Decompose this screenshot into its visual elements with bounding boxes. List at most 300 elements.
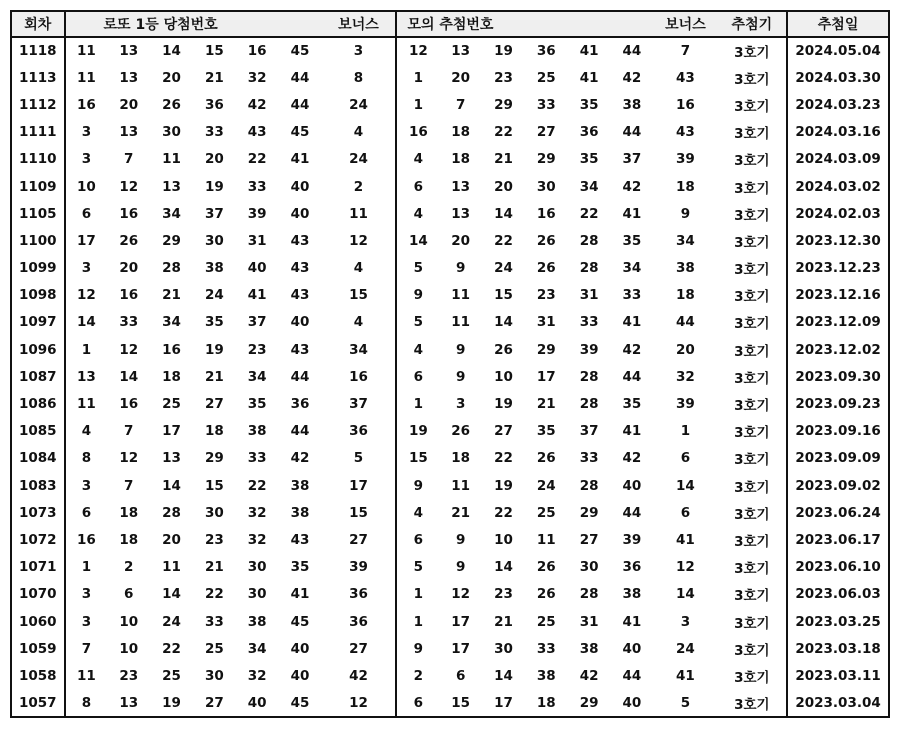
simulated-number-cell: 14	[494, 314, 513, 331]
winning-number-cell: 11	[65, 662, 108, 689]
simulated-number-cell: 3	[455, 396, 466, 413]
winning-number-cell: 43	[290, 341, 310, 358]
winning-number-cell: 24	[162, 613, 181, 630]
simulated-number-cell: 13	[451, 205, 471, 222]
simulated-number-cell: 4	[396, 499, 439, 526]
simulated-bonus-cell: 24	[676, 640, 695, 657]
simulated-bonus-cell: 38	[676, 260, 695, 277]
winning-number-cell: 25	[162, 667, 181, 684]
table-row	[11, 91, 889, 118]
draw-date-cell: 2023.06.17	[787, 526, 889, 553]
winning-number-cell: 33	[119, 314, 139, 331]
simulated-number-cell: 24	[494, 260, 513, 277]
simulated-number-cell: 1	[396, 91, 439, 118]
simulated-number-cell: 20	[494, 178, 513, 195]
winning-number-cell: 40	[290, 205, 310, 222]
header-row	[11, 11, 889, 37]
simulated-number-cell: 14	[396, 227, 439, 254]
simulated-number-cell: 19	[494, 396, 513, 413]
simulated-number-cell: 11	[451, 477, 471, 494]
simulated-number-cell: 42	[579, 667, 599, 684]
draw-date-cell: 2023.03.04	[787, 690, 889, 717]
simulated-number-cell: 44	[622, 667, 642, 684]
table-row	[11, 336, 889, 363]
simulated-number-cell: 31	[579, 287, 599, 304]
simulated-number-cell: 28	[579, 586, 599, 603]
winning-number-cell: 37	[247, 314, 267, 331]
draw-date-cell: 2023.12.09	[787, 309, 889, 336]
simulated-bonus-cell: 18	[676, 287, 695, 304]
header-sim-bonus: 보너스	[653, 11, 717, 37]
simulated-number-cell: 10	[494, 531, 513, 548]
round-cell: 1086	[18, 396, 57, 413]
winning-number-cell: 34	[162, 205, 181, 222]
draw-machine-cell: 3호기	[734, 71, 770, 88]
winning-number-cell: 10	[119, 613, 139, 630]
winning-number-cell: 40	[290, 640, 310, 657]
winning-number-cell: 20	[204, 151, 224, 168]
simulated-number-cell: 24	[536, 477, 556, 494]
simulated-number-cell: 6	[396, 526, 439, 553]
draw-machine-cell: 3호기	[734, 289, 770, 306]
round-cell: 1096	[18, 341, 57, 358]
winning-number-cell: 32	[247, 504, 267, 521]
winning-number-cell: 30	[247, 559, 267, 576]
bonus-number-cell: 8	[353, 69, 364, 86]
bonus-number-cell: 37	[349, 396, 368, 413]
winning-number-cell: 18	[119, 504, 139, 521]
simulated-number-cell: 14	[494, 667, 513, 684]
draw-date-cell: 2023.03.18	[787, 635, 889, 662]
draw-date-cell: 2023.06.10	[787, 554, 889, 581]
simulated-number-cell: 29	[579, 694, 599, 711]
round-cell: 1100	[18, 232, 57, 249]
simulated-number-cell: 16	[536, 205, 556, 222]
bonus-number-cell: 27	[349, 640, 368, 657]
winning-number-cell: 16	[65, 91, 108, 118]
table-row	[11, 445, 889, 472]
winning-number-cell: 40	[290, 667, 310, 684]
draw-date-cell: 2024.03.02	[787, 173, 889, 200]
simulated-number-cell: 9	[455, 341, 466, 358]
draw-machine-cell: 3호기	[734, 398, 770, 415]
simulated-number-cell: 21	[494, 613, 513, 630]
winning-number-cell: 44	[290, 69, 310, 86]
simulated-number-cell: 6	[396, 690, 439, 717]
simulated-number-cell: 4	[396, 200, 439, 227]
bonus-number-cell: 2	[353, 178, 364, 195]
simulated-number-cell: 41	[622, 613, 642, 630]
winning-number-cell: 3	[65, 608, 108, 635]
simulated-number-cell: 9	[455, 260, 466, 277]
simulated-number-cell: 31	[536, 314, 556, 331]
table-row	[11, 309, 889, 336]
winning-number-cell: 23	[119, 667, 139, 684]
winning-number-cell: 34	[162, 314, 181, 331]
winning-number-cell: 6	[124, 586, 134, 603]
draw-machine-cell: 3호기	[734, 316, 770, 333]
winning-number-cell: 14	[65, 309, 108, 336]
winning-number-cell: 11	[162, 559, 181, 576]
winning-number-cell: 8	[65, 690, 108, 717]
simulated-number-cell: 6	[396, 363, 439, 390]
round-cell: 1111	[18, 124, 57, 141]
simulated-number-cell: 9	[455, 368, 466, 385]
draw-date-cell: 2023.12.02	[787, 336, 889, 363]
round-cell: 1060	[18, 613, 57, 630]
table-row	[11, 363, 889, 390]
simulated-number-cell: 27	[579, 531, 599, 548]
bonus-number-cell: 34	[349, 341, 368, 358]
simulated-number-cell: 4	[396, 336, 439, 363]
simulated-number-cell: 42	[622, 341, 642, 358]
winning-number-cell: 42	[247, 96, 267, 113]
simulated-number-cell: 26	[536, 559, 556, 576]
winning-number-cell: 25	[162, 396, 181, 413]
simulated-bonus-cell: 18	[676, 178, 695, 195]
winning-number-cell: 36	[290, 396, 310, 413]
winning-number-cell: 12	[65, 282, 108, 309]
bonus-number-cell: 5	[353, 450, 364, 467]
simulated-number-cell: 39	[622, 531, 642, 548]
simulated-bonus-cell: 34	[676, 232, 695, 249]
winning-number-cell: 11	[65, 37, 108, 64]
round-cell: 1098	[18, 287, 57, 304]
draw-machine-cell: 3호기	[734, 533, 770, 550]
simulated-number-cell: 26	[536, 586, 556, 603]
winning-number-cell: 40	[290, 178, 310, 195]
winning-number-cell: 41	[290, 151, 310, 168]
bonus-number-cell: 36	[349, 423, 368, 440]
winning-number-cell: 6	[65, 499, 108, 526]
table-row	[11, 173, 889, 200]
draw-date-cell: 2024.03.16	[787, 119, 889, 146]
table-row	[11, 119, 889, 146]
simulated-number-cell: 14	[494, 205, 513, 222]
winning-number-cell: 3	[65, 146, 108, 173]
draw-machine-cell: 3호기	[734, 262, 770, 279]
simulated-number-cell: 28	[579, 477, 599, 494]
winning-number-cell: 29	[204, 450, 224, 467]
simulated-number-cell: 15	[451, 694, 471, 711]
simulated-number-cell: 25	[536, 613, 556, 630]
winning-number-cell: 11	[65, 64, 108, 91]
simulated-number-cell: 38	[579, 640, 599, 657]
winning-number-cell: 41	[290, 586, 310, 603]
winning-number-cell: 7	[124, 477, 134, 494]
bonus-number-cell: 3	[353, 43, 364, 60]
simulated-number-cell: 22	[494, 232, 513, 249]
draw-date-cell: 2023.09.30	[787, 363, 889, 390]
winning-number-cell: 38	[204, 260, 224, 277]
simulated-number-cell: 35	[579, 96, 599, 113]
winning-number-cell: 19	[204, 178, 224, 195]
bonus-number-cell: 15	[349, 287, 368, 304]
round-cell: 1113	[18, 69, 57, 86]
simulated-bonus-cell: 39	[676, 151, 695, 168]
winning-number-cell: 14	[162, 477, 181, 494]
winning-number-cell: 2	[124, 559, 134, 576]
simulated-number-cell: 40	[622, 694, 642, 711]
bonus-number-cell: 4	[353, 124, 364, 141]
simulated-number-cell: 14	[494, 559, 513, 576]
round-cell: 1109	[18, 178, 57, 195]
bonus-number-cell: 12	[349, 694, 368, 711]
draw-machine-cell: 3호기	[734, 207, 770, 224]
winning-number-cell: 40	[247, 694, 267, 711]
simulated-number-cell: 29	[494, 96, 513, 113]
draw-date-cell: 2024.02.03	[787, 200, 889, 227]
table-row	[11, 662, 889, 689]
winning-number-cell: 25	[204, 640, 224, 657]
simulated-number-cell: 13	[451, 43, 471, 60]
header-machine: 추첨기	[718, 11, 788, 37]
draw-date-cell: 2023.06.03	[787, 581, 889, 608]
winning-number-cell: 36	[204, 96, 224, 113]
simulated-number-cell: 22	[494, 124, 513, 141]
simulated-number-cell: 17	[494, 694, 513, 711]
bonus-number-cell: 42	[349, 667, 368, 684]
winning-number-cell: 28	[162, 504, 181, 521]
simulated-number-cell: 9	[455, 531, 466, 548]
winning-number-cell: 16	[119, 396, 139, 413]
table-row	[11, 146, 889, 173]
simulated-number-cell: 20	[451, 69, 471, 86]
winning-number-cell: 33	[204, 613, 224, 630]
simulated-number-cell: 19	[396, 418, 439, 445]
simulated-number-cell: 7	[455, 96, 466, 113]
simulated-number-cell: 1	[396, 64, 439, 91]
simulated-number-cell: 15	[396, 445, 439, 472]
bonus-number-cell: 27	[349, 531, 368, 548]
winning-number-cell: 1	[65, 554, 108, 581]
header-round: 회차	[11, 11, 65, 37]
winning-number-cell: 7	[65, 635, 108, 662]
winning-number-cell: 6	[65, 200, 108, 227]
simulated-number-cell: 11	[451, 314, 471, 331]
simulated-number-cell: 41	[622, 423, 642, 440]
simulated-number-cell: 22	[494, 504, 513, 521]
simulated-number-cell: 18	[451, 450, 471, 467]
lotto-results-table-container	[10, 10, 890, 718]
winning-number-cell: 33	[204, 124, 224, 141]
simulated-number-cell: 33	[536, 640, 556, 657]
simulated-number-cell: 35	[579, 151, 599, 168]
winning-number-cell: 43	[290, 287, 310, 304]
winning-number-cell: 13	[162, 450, 181, 467]
table-row	[11, 581, 889, 608]
table-row	[11, 608, 889, 635]
winning-number-cell: 22	[247, 477, 267, 494]
winning-number-cell: 20	[119, 96, 139, 113]
round-cell: 1059	[18, 640, 57, 657]
simulated-number-cell: 19	[494, 43, 513, 60]
simulated-number-cell: 13	[451, 178, 471, 195]
lotto-results-table	[10, 10, 890, 718]
simulated-number-cell: 34	[579, 178, 599, 195]
draw-date-cell: 2023.03.25	[787, 608, 889, 635]
draw-machine-cell: 3호기	[734, 615, 770, 632]
draw-machine-cell: 3호기	[734, 561, 770, 578]
winning-number-cell: 10	[65, 173, 108, 200]
winning-number-cell: 13	[119, 124, 139, 141]
draw-machine-cell: 3호기	[734, 153, 770, 170]
round-cell: 1084	[18, 450, 57, 467]
winning-number-cell: 22	[247, 151, 267, 168]
simulated-number-cell: 36	[579, 124, 599, 141]
round-cell: 1057	[18, 694, 57, 711]
winning-number-cell: 30	[247, 586, 267, 603]
round-cell: 1071	[18, 559, 57, 576]
simulated-number-cell: 29	[579, 504, 599, 521]
table-row	[11, 418, 889, 445]
simulated-number-cell: 37	[579, 423, 599, 440]
winning-number-cell: 18	[204, 423, 224, 440]
winning-number-cell: 19	[162, 694, 181, 711]
round-cell: 1097	[18, 314, 57, 331]
simulated-number-cell: 35	[622, 232, 642, 249]
simulated-number-cell: 38	[622, 586, 642, 603]
simulated-number-cell: 5	[396, 255, 439, 282]
winning-number-cell: 16	[119, 205, 139, 222]
winning-number-cell: 33	[247, 178, 267, 195]
draw-date-cell: 2024.03.30	[787, 64, 889, 91]
table-row	[11, 200, 889, 227]
winning-number-cell: 26	[119, 232, 139, 249]
draw-machine-cell: 3호기	[734, 425, 770, 442]
simulated-number-cell: 33	[536, 96, 556, 113]
winning-number-cell: 20	[162, 69, 181, 86]
simulated-number-cell: 26	[494, 341, 513, 358]
winning-number-cell: 18	[119, 531, 139, 548]
winning-number-cell: 45	[290, 694, 310, 711]
winning-number-cell: 14	[162, 586, 181, 603]
round-cell: 1073	[18, 504, 57, 521]
winning-number-cell: 15	[204, 43, 224, 60]
winning-number-cell: 22	[162, 640, 181, 657]
draw-machine-cell: 3호기	[734, 234, 770, 251]
winning-number-cell: 35	[247, 396, 267, 413]
winning-number-cell: 11	[162, 151, 181, 168]
draw-machine-cell: 3호기	[734, 696, 770, 713]
simulated-bonus-cell: 14	[676, 477, 695, 494]
simulated-number-cell: 38	[536, 667, 556, 684]
simulated-bonus-cell: 1	[680, 423, 691, 440]
simulated-number-cell: 6	[396, 173, 439, 200]
round-cell: 1072	[18, 531, 57, 548]
simulated-number-cell: 18	[536, 694, 556, 711]
draw-machine-cell: 3호기	[734, 479, 770, 496]
bonus-number-cell: 39	[349, 559, 368, 576]
simulated-number-cell: 22	[579, 205, 599, 222]
round-cell: 1110	[18, 151, 57, 168]
simulated-number-cell: 41	[579, 69, 599, 86]
round-cell: 1118	[18, 43, 57, 60]
simulated-bonus-cell: 39	[676, 396, 695, 413]
winning-number-cell: 12	[119, 178, 139, 195]
simulated-number-cell: 26	[536, 232, 556, 249]
simulated-number-cell: 37	[622, 151, 642, 168]
simulated-number-cell: 39	[579, 341, 599, 358]
simulated-number-cell: 17	[451, 640, 471, 657]
winning-number-cell: 12	[119, 450, 139, 467]
winning-number-cell: 21	[204, 368, 224, 385]
winning-number-cell: 3	[65, 472, 108, 499]
winning-number-cell: 31	[247, 232, 267, 249]
simulated-bonus-cell: 41	[676, 531, 695, 548]
simulated-number-cell: 36	[536, 43, 556, 60]
simulated-number-cell: 26	[536, 260, 556, 277]
simulated-number-cell: 17	[451, 613, 471, 630]
simulated-number-cell: 9	[396, 472, 439, 499]
winning-number-cell: 11	[65, 390, 108, 417]
winning-number-cell: 27	[204, 694, 224, 711]
bonus-number-cell: 4	[353, 314, 364, 331]
table-row	[11, 390, 889, 417]
table-row	[11, 37, 889, 64]
simulated-number-cell: 44	[622, 43, 642, 60]
table-row	[11, 554, 889, 581]
winning-number-cell: 13	[162, 178, 181, 195]
simulated-number-cell: 1	[396, 608, 439, 635]
winning-number-cell: 15	[204, 477, 224, 494]
winning-number-cell: 10	[119, 640, 139, 657]
winning-number-cell: 16	[247, 43, 267, 60]
simulated-number-cell: 44	[622, 368, 642, 385]
winning-number-cell: 45	[290, 43, 310, 60]
simulated-number-cell: 23	[494, 69, 513, 86]
simulated-number-cell: 11	[536, 531, 556, 548]
simulated-bonus-cell: 7	[680, 43, 691, 60]
simulated-number-cell: 41	[579, 43, 599, 60]
bonus-number-cell: 15	[349, 504, 368, 521]
simulated-number-cell: 38	[622, 96, 642, 113]
winning-number-cell: 21	[162, 287, 181, 304]
draw-machine-cell: 3호기	[734, 343, 770, 360]
winning-number-cell: 17	[65, 227, 108, 254]
winning-number-cell: 38	[247, 613, 267, 630]
draw-date-cell: 2023.12.30	[787, 227, 889, 254]
winning-number-cell: 1	[65, 336, 108, 363]
winning-number-cell: 26	[162, 96, 181, 113]
winning-number-cell: 45	[290, 613, 310, 630]
simulated-number-cell: 21	[451, 504, 471, 521]
draw-date-cell: 2023.03.11	[787, 662, 889, 689]
winning-number-cell: 34	[247, 368, 267, 385]
simulated-number-cell: 34	[622, 260, 642, 277]
simulated-bonus-cell: 20	[676, 341, 695, 358]
simulated-number-cell: 10	[494, 368, 513, 385]
draw-machine-cell: 3호기	[734, 45, 770, 62]
draw-date-cell: 2023.06.24	[787, 499, 889, 526]
simulated-number-cell: 29	[536, 151, 556, 168]
simulated-number-cell: 9	[396, 282, 439, 309]
table-row	[11, 472, 889, 499]
simulated-number-cell: 20	[451, 232, 471, 249]
table-row	[11, 227, 889, 254]
simulated-number-cell: 15	[494, 287, 513, 304]
simulated-number-cell: 18	[451, 124, 471, 141]
simulated-number-cell: 16	[396, 119, 439, 146]
winning-number-cell: 42	[290, 450, 310, 467]
simulated-number-cell: 12	[396, 37, 439, 64]
simulated-number-cell: 9	[396, 635, 439, 662]
draw-date-cell: 2023.09.09	[787, 445, 889, 472]
winning-number-cell: 7	[124, 151, 134, 168]
simulated-bonus-cell: 41	[676, 667, 695, 684]
table-row	[11, 282, 889, 309]
winning-number-cell: 7	[124, 423, 134, 440]
